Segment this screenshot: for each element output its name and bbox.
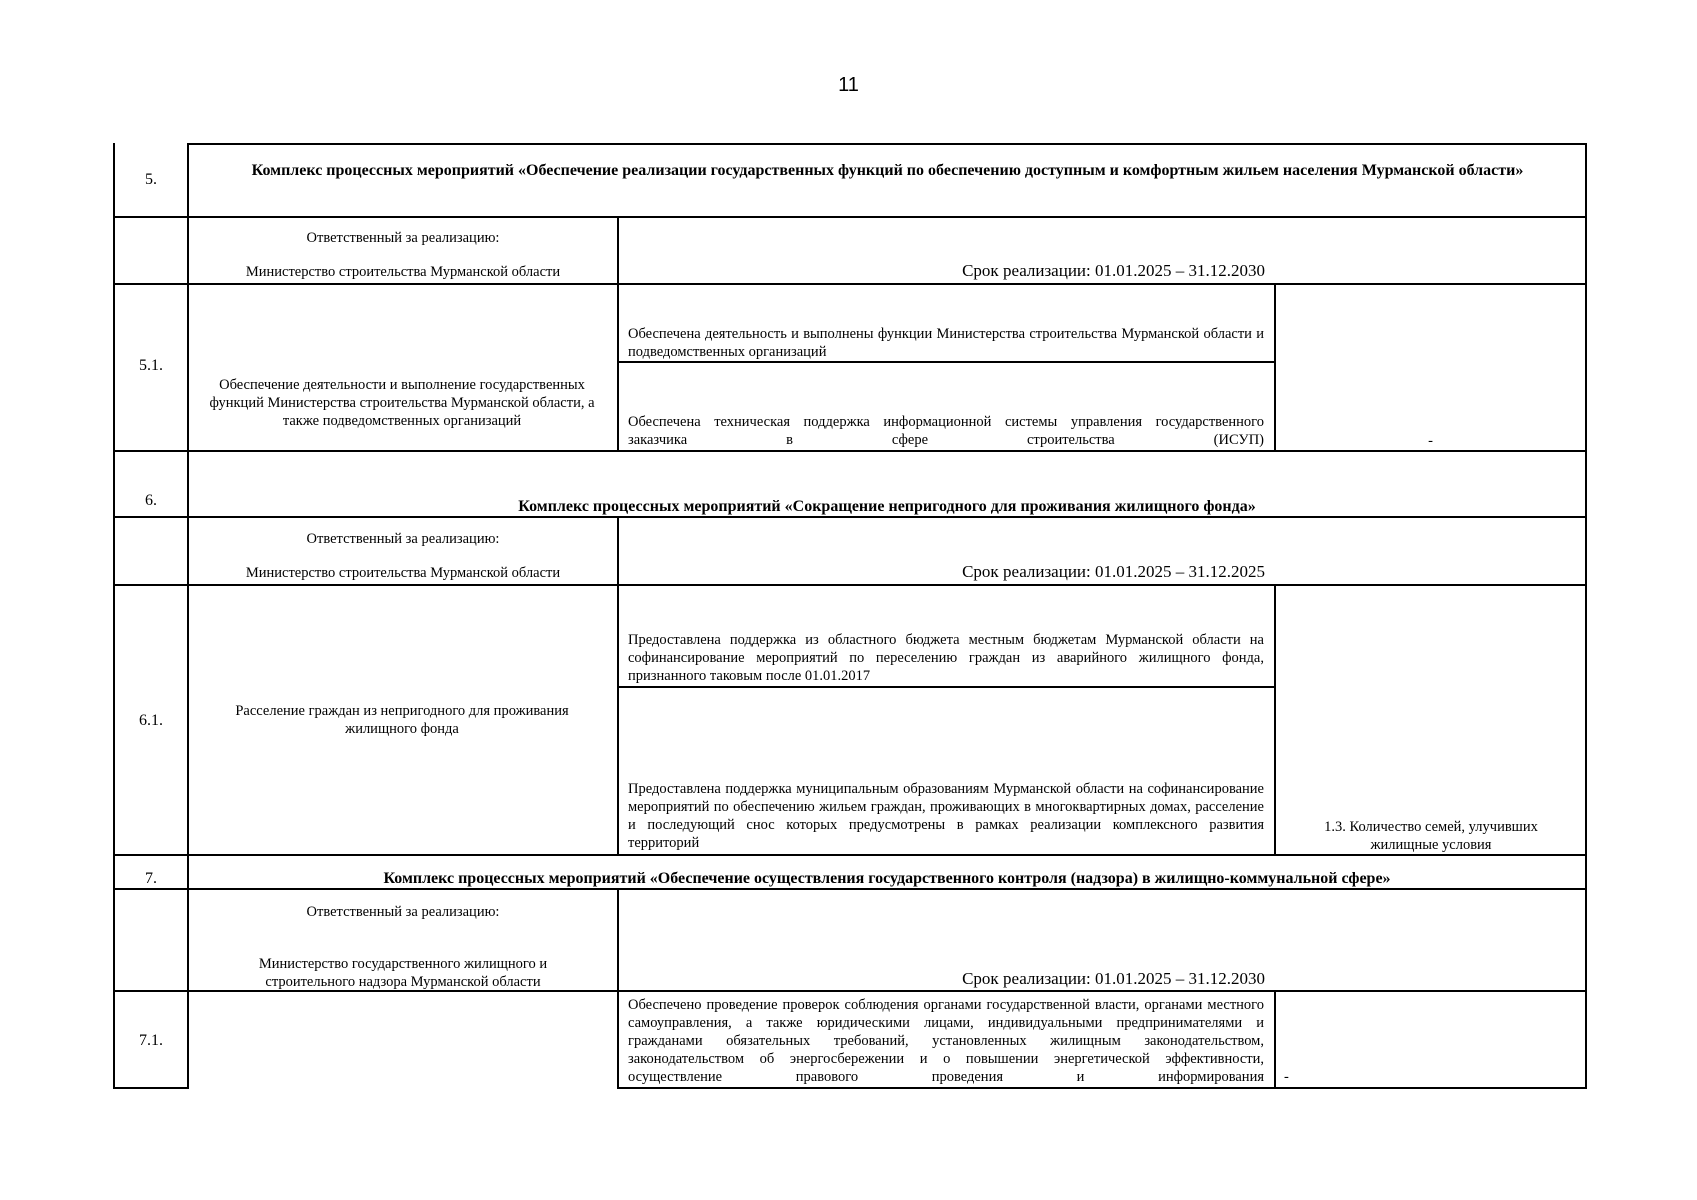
task-number: 7.1. [139, 1032, 163, 1049]
rule [113, 1087, 189, 1089]
rule [1274, 584, 1276, 856]
responsible-label: Ответственный за реализацию: [306, 230, 500, 246]
task-result: Обеспечена техническая поддержка информационной системы управления государственного заказчика в сфере строительства (ИСУП) [628, 414, 1264, 448]
implementation-term: Срок реализации: 01.01.2025 – 31.12.2030 [962, 969, 1265, 988]
task-name: Обеспечение деятельности и выполнение государственных функций Министерства строительства Мурманской области, а также подведомственных организаций [209, 377, 595, 429]
task-number: 6.1. [139, 712, 163, 729]
task-result: Обеспечено проведение проверок соблюдения органами государственной власти, органами местного самоуправления, а также юридическими лицами, индивидуальными предпринимателями и гражданами обязательных требований, установленных жилищным законодательством, законодательством об энергосбережении и о повышении энергетической эффективности, осуществление правового проведения и информирования [628, 997, 1264, 1085]
rule [1585, 143, 1587, 1089]
responsible-org: Министерство строительства Мурманской области [245, 565, 561, 581]
task-name: Расселение граждан из непригодного для проживания жилищного фонда [235, 703, 569, 737]
responsible-org: Министерство строительства Мурманской области [245, 264, 561, 280]
rule [1274, 990, 1276, 1089]
rule [617, 216, 619, 451]
rule [1274, 283, 1276, 452]
section-number: 6. [145, 492, 157, 509]
rule [617, 686, 1276, 688]
task-indicator: 1.3. Количество семей, улучивших жилищные условия [1324, 819, 1538, 853]
rule [187, 143, 1587, 145]
rule [113, 450, 1587, 452]
task-result: Предоставлена поддержка из областного бюджета местным бюджетам Мурманской области на софинансирование мероприятий по переселению граждан из аварийного жилищного фонда, признанного таковым после 01.01.2017 [628, 632, 1264, 684]
page-number: 11 [838, 74, 859, 96]
section-title: Комплекс процессных мероприятий «Обеспечение осуществления государственного контроля (надзора) в жилищно-коммунальной сфере» [383, 870, 1391, 887]
rule [617, 516, 619, 856]
section-number: 7. [145, 870, 157, 887]
rule [617, 361, 1276, 363]
rule [113, 216, 1587, 218]
implementation-term: Срок реализации: 01.01.2025 – 31.12.2030 [962, 261, 1265, 280]
task-result: Обеспечена деятельность и выполнены функции Министерства строительства Мурманской области и подведомственных организаций [628, 326, 1264, 360]
task-indicator: - [1428, 433, 1433, 449]
rule [113, 143, 115, 1089]
task-number: 5.1. [139, 357, 163, 374]
task-result: Предоставлена поддержка муниципальным образованиям Мурманской области на софинансирование мероприятий по обеспечению жильем граждан, проживающих в многоквартирных домах, расселение и последующий снос которых предусмотрены в рамках реализации комплексного развития территорий [628, 781, 1264, 851]
rule [113, 854, 1587, 856]
implementation-term: Срок реализации: 01.01.2025 – 31.12.2025 [962, 562, 1265, 581]
responsible-org: Министерство государственного жилищного и строительного надзора Мурманской области [258, 956, 548, 990]
rule [617, 888, 619, 1089]
section-title: Комплекс процессных мероприятий «Обеспечение реализации государственных функций по обеспечению доступным и комфортным жильем населения Мурманской области» [251, 162, 1524, 179]
rule [113, 584, 1587, 586]
task-indicator: - [1284, 1069, 1289, 1085]
rule [617, 1087, 1587, 1089]
section-title: Комплекс процессных мероприятий «Сокращение непригодного для проживания жилищного фонда» [518, 498, 1256, 515]
rule [187, 143, 189, 1089]
responsible-label: Ответственный за реализацию: [306, 531, 500, 547]
responsible-label: Ответственный за реализацию: [306, 904, 500, 920]
rule [113, 283, 1587, 285]
section-number: 5. [145, 171, 157, 188]
